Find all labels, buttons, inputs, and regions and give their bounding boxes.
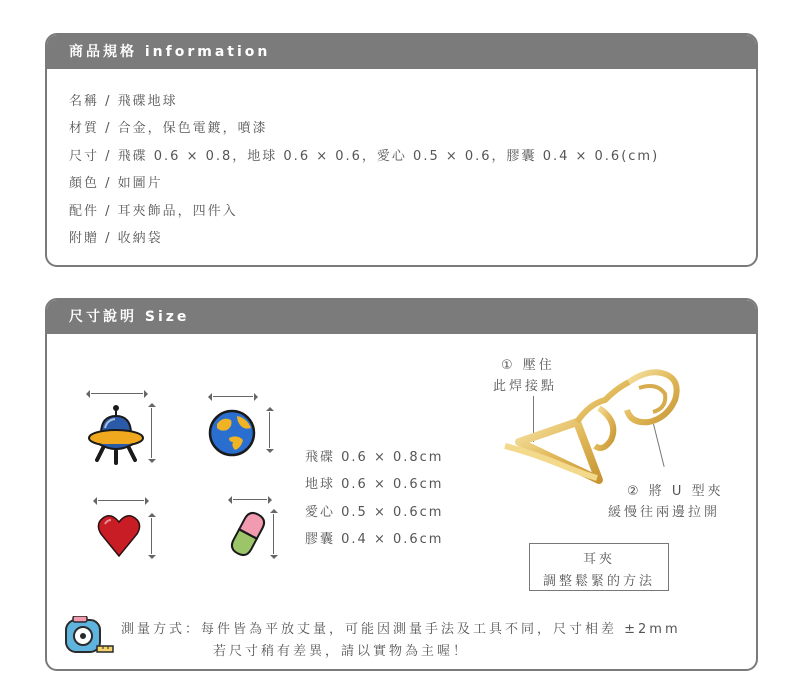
clip-step1-line2: 此焊接點 [493,379,558,394]
capsule-width-arrow [233,499,267,500]
size-header-title: 尺寸說明 Size [69,309,190,325]
capsule-earring-image [227,508,269,560]
earth-height-arrow [269,412,270,448]
ear-clip-caption-line1: 耳夾 [582,552,615,567]
spec-row-accessory: 配件 / 耳夾飾品，四件入 [69,204,238,219]
spec-row-material: 材質 / 合金，保色電鍍，噴漆 [69,121,268,136]
capsule-height-arrow [273,514,274,554]
size-line-ufo: 飛碟 0.6 × 0.8cm [305,450,444,465]
spec-panel [45,33,758,267]
spec-row-name: 名稱 / 飛碟地球 [69,94,178,109]
ufo-height-arrow [151,408,152,458]
spec-header-title: 商品規格 information [69,44,271,60]
size-line-earth: 地球 0.6 × 0.6cm [305,477,444,492]
ear-clip-image [499,360,689,490]
earth-width-arrow [213,396,253,397]
size-line-capsule: 膠囊 0.4 × 0.6cm [305,532,444,547]
clip-step2-line1: ② 將 U 型夾 [627,484,724,499]
spec-row-gift: 附贈 / 收納袋 [69,231,163,246]
size-panel [45,298,758,671]
heart-height-arrow [151,518,152,554]
heart-width-arrow [98,500,144,501]
measure-note-line1: 測量方式：每件皆為平放丈量，可能因測量手法及工具不同，尺寸相差 ±2mm [121,622,681,637]
tape-measure-icon [63,616,115,656]
ufo-width-arrow [91,393,143,394]
spec-row-color: 顏色 / 如圖片 [69,176,163,191]
ear-clip-caption-box [529,543,669,591]
measure-note-line2: 若尺寸稍有差異，請以實物為主喔！ [213,644,470,659]
spec-row-size: 尺寸 / 飛碟 0.6 × 0.8，地球 0.6 × 0.6，愛心 0.5 × 0.6，膠囊 0.4 × 0.6(cm) [69,149,660,164]
clip-step1-line1: ① 壓住 [501,358,555,373]
size-line-heart: 愛心 0.5 × 0.6cm [305,505,444,520]
earth-earring-image [207,408,257,458]
ufo-earring-image [85,400,147,468]
clip-step2-line2: 緩慢往兩邊拉開 [608,505,721,520]
heart-earring-image [97,512,141,558]
size-header [47,300,756,334]
spec-header [47,35,756,69]
ear-clip-caption-line2: 調整鬆緊的方法 [542,574,655,589]
